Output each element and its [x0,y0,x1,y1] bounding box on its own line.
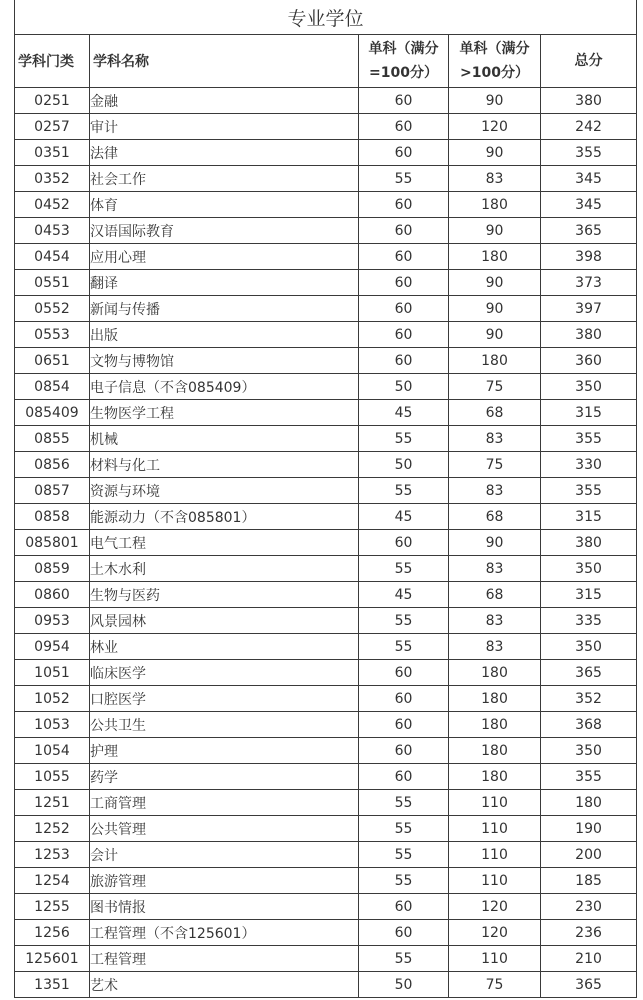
cell-discipline-name: 口腔医学 [90,686,359,712]
cell-single-score-gt100: 90 [449,140,541,166]
cell-single-score-100: 45 [359,582,449,608]
cell-total-score: 210 [541,946,637,972]
cell-single-score-gt100: 90 [449,218,541,244]
cell-discipline-name: 体育 [90,192,359,218]
cell-discipline-name: 风景园林 [90,608,359,634]
cell-discipline-code: 0551 [15,270,90,296]
cell-total-score: 242 [541,114,637,140]
cell-discipline-name: 应用心理 [90,244,359,270]
cell-discipline-code: 0651 [15,348,90,374]
table-row [15,114,637,140]
cell-single-score-100: 60 [359,322,449,348]
cell-single-score-100: 55 [359,842,449,868]
cell-total-score: 230 [541,894,637,920]
cell-single-score-gt100: 75 [449,374,541,400]
cell-discipline-name: 材料与化工 [90,452,359,478]
cell-total-score: 368 [541,712,637,738]
cell-total-score: 355 [541,764,637,790]
cell-discipline-code: 0856 [15,452,90,478]
cell-single-score-gt100: 90 [449,530,541,556]
table-row [15,738,637,764]
cell-single-score-100: 60 [359,218,449,244]
cell-single-score-gt100: 83 [449,478,541,504]
table-row [15,608,637,634]
table-row [15,400,637,426]
cell-single-score-100: 55 [359,426,449,452]
cell-total-score: 315 [541,400,637,426]
cell-single-score-gt100: 83 [449,556,541,582]
cell-single-score-gt100: 83 [449,166,541,192]
table-row [15,140,637,166]
cell-discipline-code: 125601 [15,946,90,972]
cell-discipline-name: 护理 [90,738,359,764]
table-row [15,322,637,348]
table-row [15,660,637,686]
table-row [15,920,637,946]
cell-single-score-100: 60 [359,530,449,556]
cell-discipline-name: 能源动力（不含085801） [90,504,359,530]
cell-single-score-100: 60 [359,88,449,114]
cell-discipline-code: 0953 [15,608,90,634]
table-row [15,816,637,842]
cell-single-score-gt100: 180 [449,712,541,738]
cell-discipline-name: 生物与医药 [90,582,359,608]
cell-single-score-100: 60 [359,894,449,920]
cell-discipline-code: 0251 [15,88,90,114]
cell-discipline-code: 0858 [15,504,90,530]
cell-total-score: 355 [541,426,637,452]
cell-single-score-100: 50 [359,972,449,998]
cell-total-score: 355 [541,140,637,166]
table-row [15,374,637,400]
cell-single-score-100: 55 [359,790,449,816]
cell-discipline-code: 1252 [15,816,90,842]
cell-single-score-100: 55 [359,816,449,842]
cell-discipline-code: 085801 [15,530,90,556]
cell-discipline-name: 文物与博物馆 [90,348,359,374]
header-single-score-gt100 [449,35,541,88]
cell-discipline-name: 翻译 [90,270,359,296]
table-row [15,192,637,218]
cell-single-score-100: 60 [359,764,449,790]
table-row [15,166,637,192]
table-title: 专业学位 [15,0,637,35]
cell-discipline-code: 1256 [15,920,90,946]
cell-discipline-name: 出版 [90,322,359,348]
header-single-gt100-line2: >100分） [460,65,529,81]
cell-discipline-name: 资源与环境 [90,478,359,504]
table-row [15,218,637,244]
cell-total-score: 185 [541,868,637,894]
cell-discipline-name: 旅游管理 [90,868,359,894]
cell-total-score: 365 [541,218,637,244]
cell-total-score: 360 [541,348,637,374]
cell-discipline-name: 艺术 [90,972,359,998]
cell-single-score-gt100: 110 [449,790,541,816]
cell-discipline-code: 0257 [15,114,90,140]
cell-discipline-name: 法律 [90,140,359,166]
cell-discipline-code: 1052 [15,686,90,712]
cell-total-score: 200 [541,842,637,868]
cell-single-score-gt100: 90 [449,270,541,296]
table-row [15,452,637,478]
cell-single-score-gt100: 68 [449,582,541,608]
cell-total-score: 352 [541,686,637,712]
cell-single-score-100: 55 [359,556,449,582]
table-row [15,868,637,894]
table-row [15,530,637,556]
cell-discipline-name: 电气工程 [90,530,359,556]
cell-single-score-100: 55 [359,166,449,192]
cell-total-score: 380 [541,88,637,114]
cell-single-score-gt100: 90 [449,322,541,348]
cell-discipline-name: 金融 [90,88,359,114]
cell-single-score-gt100: 180 [449,686,541,712]
cell-single-score-gt100: 110 [449,842,541,868]
cell-single-score-100: 50 [359,374,449,400]
table-body [15,88,637,998]
table-row [15,556,637,582]
cell-total-score: 345 [541,192,637,218]
cell-single-score-gt100: 83 [449,608,541,634]
cell-discipline-name: 药学 [90,764,359,790]
cell-discipline-code: 0860 [15,582,90,608]
cell-discipline-name: 林业 [90,634,359,660]
cell-single-score-100: 60 [359,296,449,322]
cell-single-score-gt100: 120 [449,114,541,140]
cell-single-score-gt100: 68 [449,400,541,426]
cell-discipline-name: 电子信息（不含085409） [90,374,359,400]
cell-single-score-gt100: 180 [449,244,541,270]
cell-single-score-100: 60 [359,140,449,166]
cell-discipline-code: 0352 [15,166,90,192]
cell-total-score: 397 [541,296,637,322]
cell-single-score-100: 60 [359,114,449,140]
cell-discipline-name: 会计 [90,842,359,868]
cell-discipline-code: 1051 [15,660,90,686]
table-row [15,504,637,530]
cell-single-score-100: 45 [359,504,449,530]
header-single-score-100 [359,35,449,88]
table-row [15,634,637,660]
table-row [15,894,637,920]
header-single-100-line2: =100分） [369,65,438,81]
header-row [15,35,637,88]
header-discipline-name: 学科名称 [90,35,359,88]
cell-single-score-100: 60 [359,244,449,270]
cell-discipline-name: 机械 [90,426,359,452]
cell-single-score-100: 60 [359,348,449,374]
cell-total-score: 355 [541,478,637,504]
cell-single-score-gt100: 110 [449,946,541,972]
cell-discipline-name: 审计 [90,114,359,140]
cell-total-score: 350 [541,374,637,400]
cell-single-score-100: 60 [359,270,449,296]
cell-total-score: 365 [541,660,637,686]
cell-discipline-name: 社会工作 [90,166,359,192]
cell-single-score-gt100: 180 [449,192,541,218]
cell-discipline-name: 土木水利 [90,556,359,582]
cell-discipline-name: 新闻与传播 [90,296,359,322]
cell-total-score: 330 [541,452,637,478]
cell-total-score: 380 [541,530,637,556]
cell-single-score-gt100: 83 [449,426,541,452]
cell-single-score-gt100: 110 [449,816,541,842]
cell-total-score: 350 [541,738,637,764]
table-row [15,686,637,712]
cell-discipline-code: 1054 [15,738,90,764]
cell-discipline-name: 工商管理 [90,790,359,816]
cell-discipline-code: 1253 [15,842,90,868]
header-total-score: 总分 [541,35,637,88]
cell-single-score-100: 60 [359,192,449,218]
cell-discipline-code: 1053 [15,712,90,738]
cell-single-score-gt100: 83 [449,634,541,660]
cell-single-score-100: 60 [359,686,449,712]
cell-discipline-name: 生物医学工程 [90,400,359,426]
cell-total-score: 350 [541,634,637,660]
cell-total-score: 315 [541,504,637,530]
cell-discipline-name: 工程管理（不含125601） [90,920,359,946]
cell-single-score-100: 55 [359,478,449,504]
table-row [15,426,637,452]
cell-discipline-code: 0454 [15,244,90,270]
cell-single-score-100: 55 [359,608,449,634]
table-row [15,582,637,608]
cell-discipline-code: 1351 [15,972,90,998]
score-table [14,0,637,998]
cell-single-score-gt100: 68 [449,504,541,530]
cell-discipline-code: 0854 [15,374,90,400]
cell-single-score-gt100: 180 [449,660,541,686]
cell-total-score: 236 [541,920,637,946]
cell-single-score-100: 50 [359,452,449,478]
table-row [15,946,637,972]
header-single-gt100-line1: 单科（满分 [459,41,530,57]
cell-discipline-code: 1251 [15,790,90,816]
cell-single-score-gt100: 110 [449,868,541,894]
table-row [15,842,637,868]
cell-single-score-gt100: 120 [449,894,541,920]
cell-single-score-100: 55 [359,946,449,972]
cell-single-score-100: 55 [359,868,449,894]
cell-total-score: 398 [541,244,637,270]
cell-discipline-code: 0453 [15,218,90,244]
cell-discipline-code: 0954 [15,634,90,660]
table-row [15,790,637,816]
cell-discipline-name: 公共卫生 [90,712,359,738]
table-row [15,270,637,296]
cell-single-score-gt100: 90 [449,88,541,114]
cell-discipline-name: 临床医学 [90,660,359,686]
cell-discipline-name: 工程管理 [90,946,359,972]
cell-discipline-code: 0859 [15,556,90,582]
cell-discipline-code: 1255 [15,894,90,920]
cell-discipline-code: 085409 [15,400,90,426]
cell-total-score: 315 [541,582,637,608]
cell-discipline-code: 0855 [15,426,90,452]
cell-single-score-gt100: 180 [449,738,541,764]
cell-discipline-code: 0857 [15,478,90,504]
cell-discipline-code: 0452 [15,192,90,218]
table-row [15,712,637,738]
cell-single-score-100: 60 [359,738,449,764]
table-row [15,764,637,790]
table-row [15,88,637,114]
cell-single-score-gt100: 180 [449,764,541,790]
table-row [15,296,637,322]
cell-discipline-code: 1055 [15,764,90,790]
cell-total-score: 190 [541,816,637,842]
cell-total-score: 373 [541,270,637,296]
cell-discipline-code: 1254 [15,868,90,894]
header-discipline-code: 学科门类 [15,35,90,88]
table-row [15,972,637,998]
cell-discipline-name: 汉语国际教育 [90,218,359,244]
cell-single-score-100: 60 [359,920,449,946]
cell-total-score: 380 [541,322,637,348]
cell-single-score-gt100: 180 [449,348,541,374]
cell-single-score-gt100: 90 [449,296,541,322]
cell-single-score-gt100: 120 [449,920,541,946]
cell-single-score-100: 60 [359,660,449,686]
cell-single-score-100: 60 [359,712,449,738]
cell-single-score-100: 55 [359,634,449,660]
cell-single-score-100: 45 [359,400,449,426]
table-row [15,244,637,270]
cell-discipline-code: 0351 [15,140,90,166]
cell-discipline-code: 0552 [15,296,90,322]
cell-total-score: 180 [541,790,637,816]
cell-single-score-gt100: 75 [449,452,541,478]
table-row [15,348,637,374]
cell-discipline-name: 图书情报 [90,894,359,920]
title-row [15,0,637,35]
cell-total-score: 335 [541,608,637,634]
cell-total-score: 345 [541,166,637,192]
cell-single-score-gt100: 75 [449,972,541,998]
cell-discipline-name: 公共管理 [90,816,359,842]
cell-total-score: 365 [541,972,637,998]
cell-discipline-code: 0553 [15,322,90,348]
table-row [15,478,637,504]
header-single-100-line1: 单科（满分 [368,41,439,57]
cell-total-score: 350 [541,556,637,582]
